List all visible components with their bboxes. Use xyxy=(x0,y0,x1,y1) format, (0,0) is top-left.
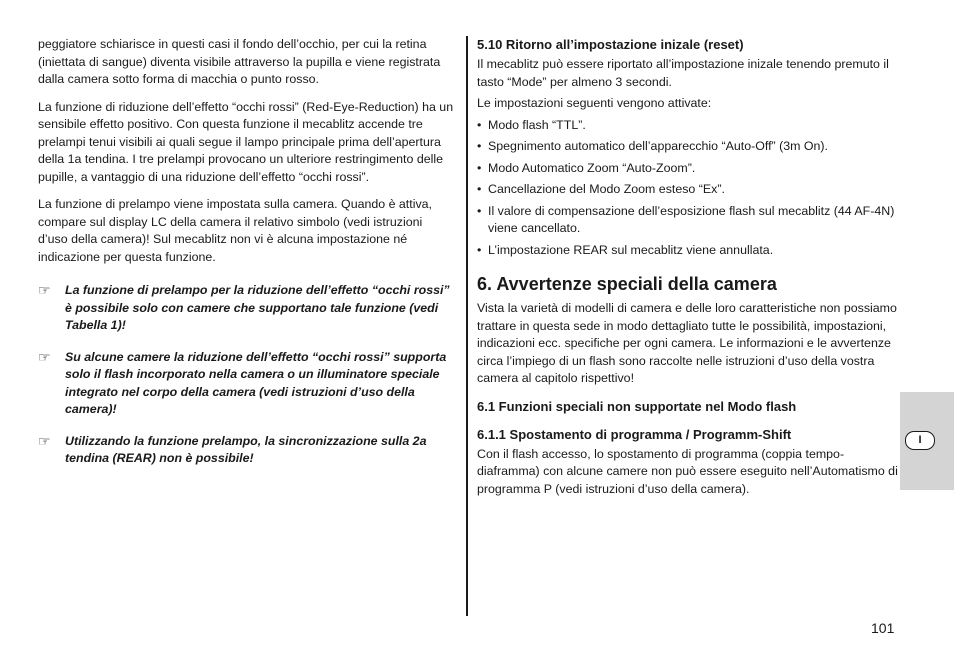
left-column xyxy=(38,36,454,482)
section-6-1-heading: 6.1 Funzioni speciali non supportate nel Modo flash xyxy=(477,398,797,414)
list-item: • Spegnimento automatico dell’apparecchio “Auto-Off” (3m On). xyxy=(477,138,902,156)
pointing-hand-icon: ☞ xyxy=(38,348,51,365)
bullet-icon: • xyxy=(477,182,482,196)
note-text: Su alcune camere la riduzione dell’effetto “occhi rossi” supporta solo il flash incorporato nella camera o un illuminatore speciale integrato nel corpo della camera (vedi istruzioni d’uso della camera)! xyxy=(65,349,447,416)
pointing-hand-icon: ☞ xyxy=(38,282,51,298)
column-divider xyxy=(466,36,468,616)
paragraph-1: peggiatore schiarisce in questi casi il fondo dell’occhio, per cui la retina (iniettata di sangue) diventa visibile attraverso la pupilla e viene registrata dalla camera sotto forma di macchia o punto rosso. xyxy=(38,37,441,86)
bullet-icon: • xyxy=(477,160,482,175)
paragraph-2: La funzione di riduzione dell’effetto “occhi rossi” (Red-Eye-Reduction) ha un sensibile effetto positivo. Con questa funzione il mecablitz accende tre prelampi tenui visibili ai quali segue il lampo principale prima dell’apertura della 1a tendina. I tre prelampi provocano un ulteriore restringimento delle pupille, a vantaggio di una riduzione dell’effetto “occhi rossi”. xyxy=(38,99,454,184)
bullet-icon: • xyxy=(477,242,482,257)
list-item: • Modo Automatico Zoom “Auto-Zoom”. xyxy=(477,160,902,178)
list-item: • Cancellazione del Modo Zoom esteso “Ex”. xyxy=(477,181,902,199)
list-item: • Il valore di compensazione dell’esposizione flash sul mecablitz (44 AF-4N) viene cancellato. xyxy=(477,203,902,238)
reset-paragraph: Il mecablitz può essere riportato all’impostazione inizale tenendo premuto il tasto “Mode” per almeno 3 secondi. xyxy=(477,57,889,89)
right-column xyxy=(477,36,902,508)
section-5-10-heading: 5.10 Ritorno all’impostazione inizale (reset) xyxy=(477,37,744,52)
section-6-1-1-heading: 6.1.1 Spostamento di programma / Programm-Shift xyxy=(477,426,792,442)
page-number: 101 xyxy=(871,620,895,636)
paragraph-3: La funzione di prelampo viene impostata sulla camera. Quando è attiva, compare sul display LC della camera il relativo simbolo (vedi istruzioni d’uso della camera)! Sul mecablitz non vi è alcuna impostazione né indicazione per questa funzione. xyxy=(38,197,432,264)
section-6-heading: 6. Avvertenze speciali della camera xyxy=(477,274,777,294)
list-item: • L’impostazione REAR sul mecablitz viene annullata. xyxy=(477,242,902,260)
note-text: Utilizzando la funzione prelampo, la sincronizzazione sulla 2a tendina (REAR) non è possibile! xyxy=(65,433,427,465)
section-6-1-1-paragraph: Con il flash accesso, lo spostamento di programma (coppia tempo-diaframma) con alcune camere non può essere eseguito nell’Automatismo di programma P (vedi istruzioni d’uso della camera). xyxy=(477,446,898,496)
bullet-icon: • xyxy=(477,139,482,153)
section-6-paragraph: Vista la varietà di modelli di camera e delle loro caratteristiche non possiamo trattare in questa sede in modo dettagliato tutte le possibilità, impostazioni, indicazioni ecc. specifiche per ogni camera. Le informazioni e le avvertenze circa l’impiego di un flash sono raccolte nelle istruzioni d’uso della vostra camera al capitolo rispettivo! xyxy=(477,301,897,385)
note-text: La funzione di prelampo per la riduzione dell’effetto “occhi rossi” è possibile solo con camere che supportano tale funzione (vedi Tabella 1)! xyxy=(65,283,450,332)
pointing-hand-icon: ☞ xyxy=(38,432,51,449)
language-badge: I xyxy=(905,431,935,450)
note-1 xyxy=(38,282,454,335)
bullet-icon: • xyxy=(477,203,482,218)
note-3 xyxy=(38,433,454,468)
settings-list xyxy=(477,117,902,260)
list-item: • Modo flash “TTL”. xyxy=(477,117,902,135)
bullet-icon: • xyxy=(477,117,482,132)
note-2 xyxy=(38,349,454,419)
settings-intro: Le impostazioni seguenti vengono attivate: xyxy=(477,96,712,110)
